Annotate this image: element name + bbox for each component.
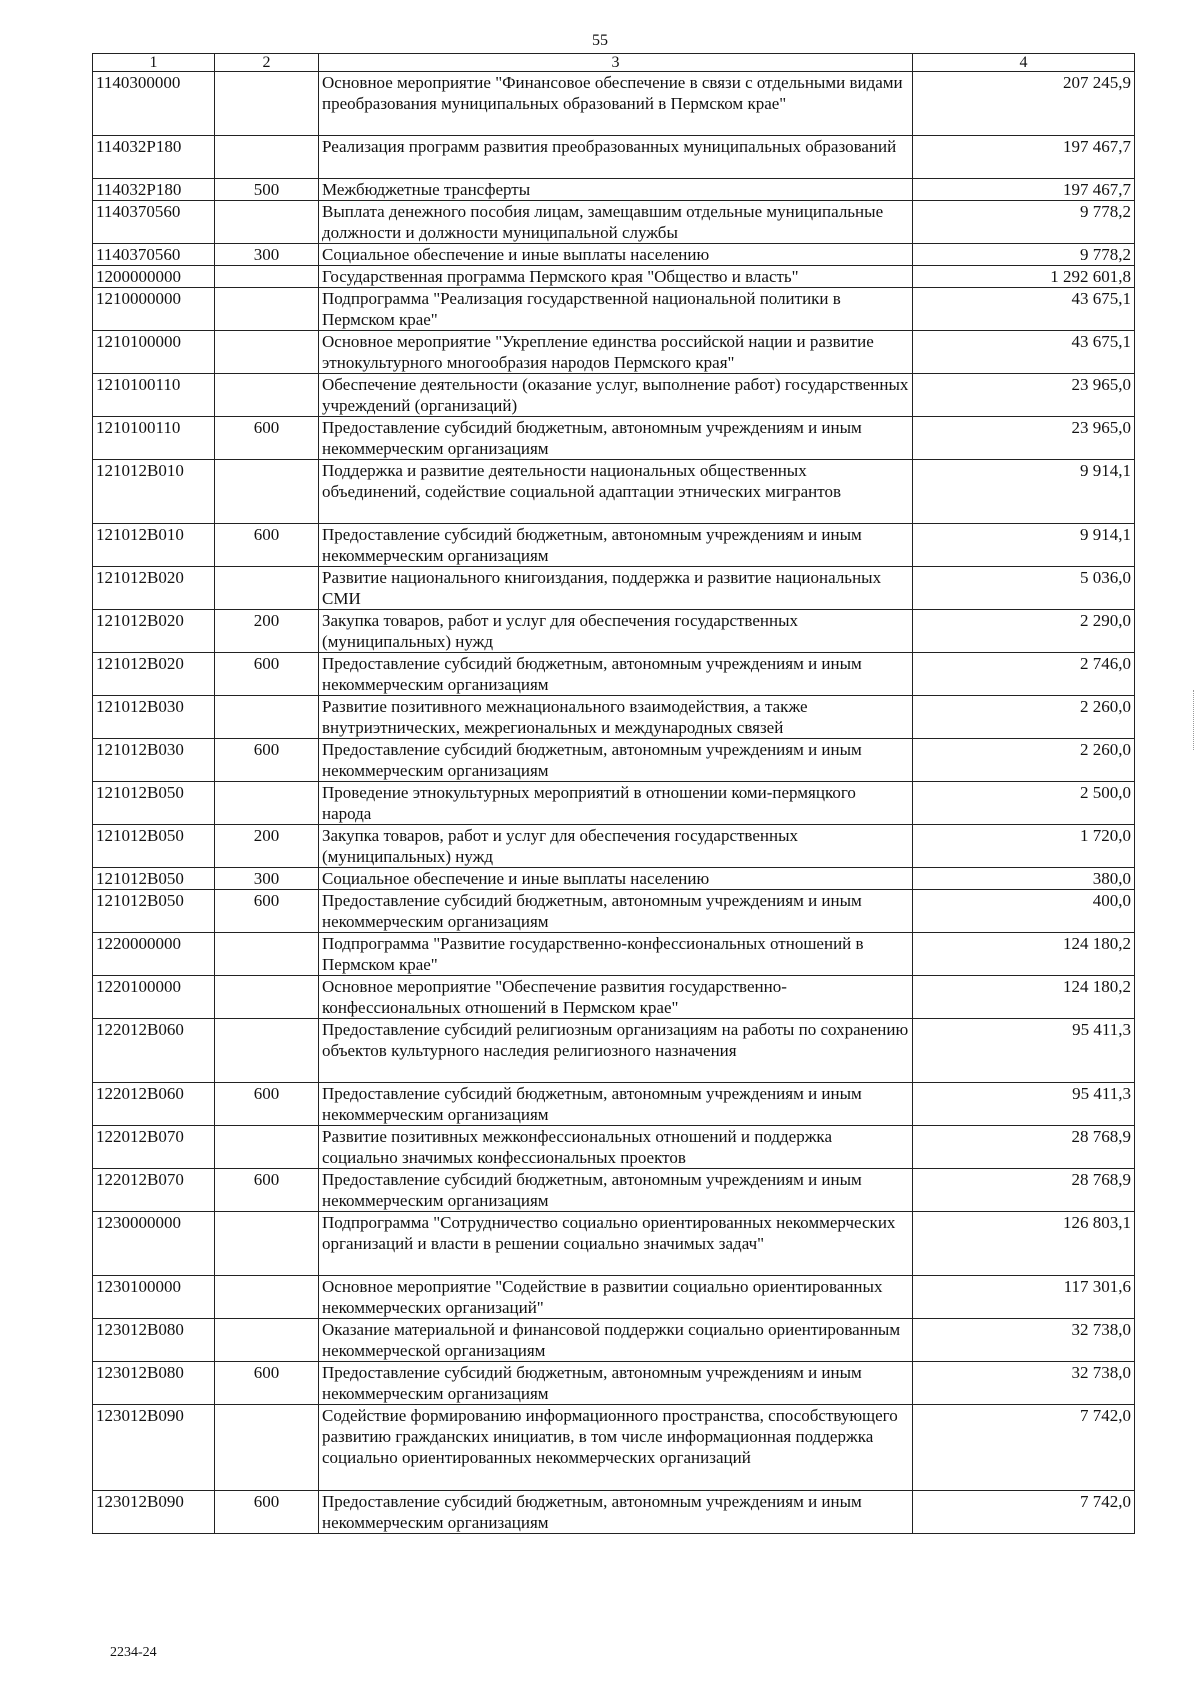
row-description: Реализация программ развития преобразованных муниципальных образований	[319, 136, 913, 179]
table-header	[93, 54, 1135, 72]
row-amount: 5 036,0	[913, 567, 1135, 610]
row-description: Развитие национального книгоиздания, поддержка и развитие национальных СМИ	[319, 567, 913, 610]
row-expense-type: 200	[215, 825, 319, 868]
row-amount: 207 245,9	[913, 72, 1135, 136]
row-description: Основное мероприятие "Обеспечение развития государственно-конфессиональных отношений в Пермском крае"	[319, 976, 913, 1019]
table-row	[93, 739, 1135, 782]
row-description: Предоставление субсидий бюджетным, автономным учреждениям и иным некоммерческим организациям	[319, 1169, 913, 1212]
row-expense-type: 600	[215, 739, 319, 782]
row-expense-type	[215, 331, 319, 374]
row-description: Предоставление субсидий бюджетным, автономным учреждениям и иным некоммерческим организациям	[319, 1362, 913, 1405]
row-amount: 126 803,1	[913, 1212, 1135, 1276]
row-description: Содействие формированию информационного пространства, способствующего развитию гражданских инициатив, в том числе информационная поддержка социально ориентированных некоммерческих организаций	[319, 1405, 913, 1491]
row-expense-type	[215, 933, 319, 976]
row-expense-type	[215, 1019, 319, 1083]
row-expense-type	[215, 696, 319, 739]
row-description: Поддержка и развитие деятельности национальных общественных объединений, содействие социальной адаптации этнических мигрантов	[319, 460, 913, 524]
row-description: Подпрограмма "Развитие государственно-конфессиональных отношений в Пермском крае"	[319, 933, 913, 976]
row-code: 1210000000	[93, 288, 215, 331]
table-row	[93, 825, 1135, 868]
row-code: 122012B070	[93, 1126, 215, 1169]
row-expense-type: 200	[215, 610, 319, 653]
row-expense-type	[215, 1212, 319, 1276]
row-expense-type: 600	[215, 890, 319, 933]
table-row	[93, 782, 1135, 825]
row-description: Государственная программа Пермского края "Общество и власть"	[319, 266, 913, 288]
row-description: Предоставление субсидий религиозным организациям на работы по сохранению объектов культурного наследия религиозного назначения	[319, 1019, 913, 1083]
row-expense-type: 300	[215, 868, 319, 890]
row-code: 1230000000	[93, 1212, 215, 1276]
table-row	[93, 179, 1135, 201]
table-row	[93, 72, 1135, 136]
table-row	[93, 374, 1135, 417]
row-code: 121012B050	[93, 868, 215, 890]
page-number: 55	[592, 32, 608, 49]
row-description: Обеспечение деятельности (оказание услуг, выполнение работ) государственных учреждений (организаций)	[319, 374, 913, 417]
row-code: 121012B050	[93, 890, 215, 933]
row-description: Закупка товаров, работ и услуг для обеспечения государственных (муниципальных) нужд	[319, 825, 913, 868]
column-header-2: 2	[215, 54, 319, 72]
row-amount: 1 292 601,8	[913, 266, 1135, 288]
row-amount: 2 500,0	[913, 782, 1135, 825]
row-code: 121012B010	[93, 460, 215, 524]
row-amount: 23 965,0	[913, 374, 1135, 417]
footer-document-code: 2234-24	[110, 1645, 157, 1660]
row-amount: 197 467,7	[913, 179, 1135, 201]
row-description: Предоставление субсидий бюджетным, автономным учреждениям и иным некоммерческим организациям	[319, 739, 913, 782]
row-description: Проведение этнокультурных мероприятий в отношении коми-пермяцкого народа	[319, 782, 913, 825]
row-expense-type	[215, 266, 319, 288]
row-amount: 43 675,1	[913, 331, 1135, 374]
table-row	[93, 460, 1135, 524]
row-description: Выплата денежного пособия лицам, замещавшим отдельные муниципальные должности и должности муниципальной службы	[319, 201, 913, 244]
row-code: 1140300000	[93, 72, 215, 136]
row-code: 1220000000	[93, 933, 215, 976]
row-description: Предоставление субсидий бюджетным, автономным учреждениям и иным некоммерческим организациям	[319, 653, 913, 696]
row-description: Предоставление субсидий бюджетным, автономным учреждениям и иным некоммерческим организациям	[319, 417, 913, 460]
table-row	[93, 1276, 1135, 1319]
row-description: Основное мероприятие "Финансовое обеспечение в связи с отдельными видами преобразования муниципальных образований в Пермском крае"	[319, 72, 913, 136]
row-expense-type: 600	[215, 653, 319, 696]
row-code: 121012B030	[93, 739, 215, 782]
row-amount: 32 738,0	[913, 1319, 1135, 1362]
row-code: 114032P180	[93, 179, 215, 201]
row-expense-type: 500	[215, 179, 319, 201]
row-code: 122012B060	[93, 1019, 215, 1083]
row-amount: 2 290,0	[913, 610, 1135, 653]
row-code: 123012B090	[93, 1405, 215, 1491]
row-code: 122012B070	[93, 1169, 215, 1212]
row-expense-type: 600	[215, 1169, 319, 1212]
row-amount: 9 778,2	[913, 201, 1135, 244]
row-expense-type	[215, 1126, 319, 1169]
row-amount: 7 742,0	[913, 1491, 1135, 1534]
row-amount: 2 746,0	[913, 653, 1135, 696]
row-expense-type	[215, 1405, 319, 1491]
table-row	[93, 201, 1135, 244]
row-expense-type	[215, 1276, 319, 1319]
row-expense-type	[215, 460, 319, 524]
row-code: 121012B030	[93, 696, 215, 739]
row-code: 123012B090	[93, 1491, 215, 1534]
row-expense-type	[215, 201, 319, 244]
scan-edge-mark	[1191, 690, 1194, 750]
row-code: 121012B020	[93, 610, 215, 653]
row-expense-type	[215, 72, 319, 136]
row-amount: 197 467,7	[913, 136, 1135, 179]
row-expense-type: 600	[215, 1491, 319, 1534]
row-code: 121012B050	[93, 825, 215, 868]
row-expense-type: 300	[215, 244, 319, 266]
row-description: Закупка товаров, работ и услуг для обеспечения государственных (муниципальных) нужд	[319, 610, 913, 653]
column-header-3: 3	[319, 54, 913, 72]
table-row	[93, 417, 1135, 460]
row-amount: 23 965,0	[913, 417, 1135, 460]
row-amount: 95 411,3	[913, 1019, 1135, 1083]
row-code: 123012B080	[93, 1362, 215, 1405]
row-code: 123012B080	[93, 1319, 215, 1362]
row-code: 1220100000	[93, 976, 215, 1019]
row-amount: 2 260,0	[913, 739, 1135, 782]
table-row	[93, 890, 1135, 933]
row-amount: 1 720,0	[913, 825, 1135, 868]
table-row	[93, 136, 1135, 179]
header-row	[93, 54, 1135, 72]
row-amount: 9 914,1	[913, 524, 1135, 567]
row-amount: 124 180,2	[913, 976, 1135, 1019]
table-row	[93, 653, 1135, 696]
table-row	[93, 244, 1135, 266]
row-description: Социальное обеспечение и иные выплаты населению	[319, 868, 913, 890]
row-description: Предоставление субсидий бюджетным, автономным учреждениям и иным некоммерческим организациям	[319, 890, 913, 933]
row-code: 121012B050	[93, 782, 215, 825]
table-row	[93, 288, 1135, 331]
table-row	[93, 868, 1135, 890]
row-expense-type	[215, 567, 319, 610]
row-code: 1210100000	[93, 331, 215, 374]
row-amount: 9 914,1	[913, 460, 1135, 524]
row-expense-type	[215, 1319, 319, 1362]
row-code: 121012B020	[93, 653, 215, 696]
row-amount: 95 411,3	[913, 1083, 1135, 1126]
row-amount: 9 778,2	[913, 244, 1135, 266]
row-amount: 43 675,1	[913, 288, 1135, 331]
row-amount: 117 301,6	[913, 1276, 1135, 1319]
table-row	[93, 976, 1135, 1019]
row-description: Предоставление субсидий бюджетным, автономным учреждениям и иным некоммерческим организациям	[319, 1083, 913, 1126]
table-row	[93, 524, 1135, 567]
row-code: 1140370560	[93, 201, 215, 244]
row-expense-type	[215, 976, 319, 1019]
budget-table	[92, 53, 1135, 1534]
table-row	[93, 1019, 1135, 1083]
row-amount: 400,0	[913, 890, 1135, 933]
row-description: Развитие позитивных межконфессиональных отношений и поддержка социально значимых конфессиональных проектов	[319, 1126, 913, 1169]
row-code: 114032P180	[93, 136, 215, 179]
table-row	[93, 1083, 1135, 1126]
row-expense-type	[215, 782, 319, 825]
row-expense-type: 600	[215, 417, 319, 460]
table-row	[93, 696, 1135, 739]
column-header-4: 4	[913, 54, 1135, 72]
row-expense-type: 600	[215, 1083, 319, 1126]
row-expense-type	[215, 288, 319, 331]
row-expense-type: 600	[215, 1362, 319, 1405]
table-row	[93, 1362, 1135, 1405]
table-row	[93, 1212, 1135, 1276]
table-row	[93, 1491, 1135, 1534]
row-code: 1230100000	[93, 1276, 215, 1319]
row-description: Подпрограмма "Реализация государственной национальной политики в Пермском крае"	[319, 288, 913, 331]
table-row	[93, 1169, 1135, 1212]
table-row	[93, 933, 1135, 976]
table-row	[93, 266, 1135, 288]
table-row	[93, 567, 1135, 610]
row-amount: 7 742,0	[913, 1405, 1135, 1491]
row-code: 121012B010	[93, 524, 215, 567]
table-body	[93, 72, 1135, 1534]
row-code: 1200000000	[93, 266, 215, 288]
row-expense-type	[215, 136, 319, 179]
row-code: 1140370560	[93, 244, 215, 266]
row-description: Основное мероприятие "Содействие в развитии социально ориентированных некоммерческих организаций"	[319, 1276, 913, 1319]
row-description: Основное мероприятие "Укрепление единства российской нации и развитие этнокультурного многообразия народов Пермского края"	[319, 331, 913, 374]
table-row	[93, 1319, 1135, 1362]
row-amount: 2 260,0	[913, 696, 1135, 739]
row-description: Предоставление субсидий бюджетным, автономным учреждениям и иным некоммерческим организациям	[319, 1491, 913, 1534]
row-description: Развитие позитивного межнационального взаимодействия, а также внутриэтнических, межрегиональных и международных связей	[319, 696, 913, 739]
column-header-1: 1	[93, 54, 215, 72]
row-expense-type	[215, 374, 319, 417]
row-code: 121012B020	[93, 567, 215, 610]
table-row	[93, 1405, 1135, 1491]
row-amount: 380,0	[913, 868, 1135, 890]
row-description: Предоставление субсидий бюджетным, автономным учреждениям и иным некоммерческим организациям	[319, 524, 913, 567]
row-description: Межбюджетные трансферты	[319, 179, 913, 201]
row-code: 1210100110	[93, 417, 215, 460]
row-expense-type: 600	[215, 524, 319, 567]
table-row	[93, 1126, 1135, 1169]
row-amount: 28 768,9	[913, 1169, 1135, 1212]
row-code: 122012B060	[93, 1083, 215, 1126]
row-description: Социальное обеспечение и иные выплаты населению	[319, 244, 913, 266]
row-amount: 124 180,2	[913, 933, 1135, 976]
row-description: Оказание материальной и финансовой поддержки социально ориентированным некоммерческой организациям	[319, 1319, 913, 1362]
table-row	[93, 610, 1135, 653]
row-code: 1210100110	[93, 374, 215, 417]
row-amount: 28 768,9	[913, 1126, 1135, 1169]
table-row	[93, 331, 1135, 374]
row-description: Подпрограмма "Сотрудничество социально ориентированных некоммерческих организаций и власти в решении социально значимых задач"	[319, 1212, 913, 1276]
row-amount: 32 738,0	[913, 1362, 1135, 1405]
